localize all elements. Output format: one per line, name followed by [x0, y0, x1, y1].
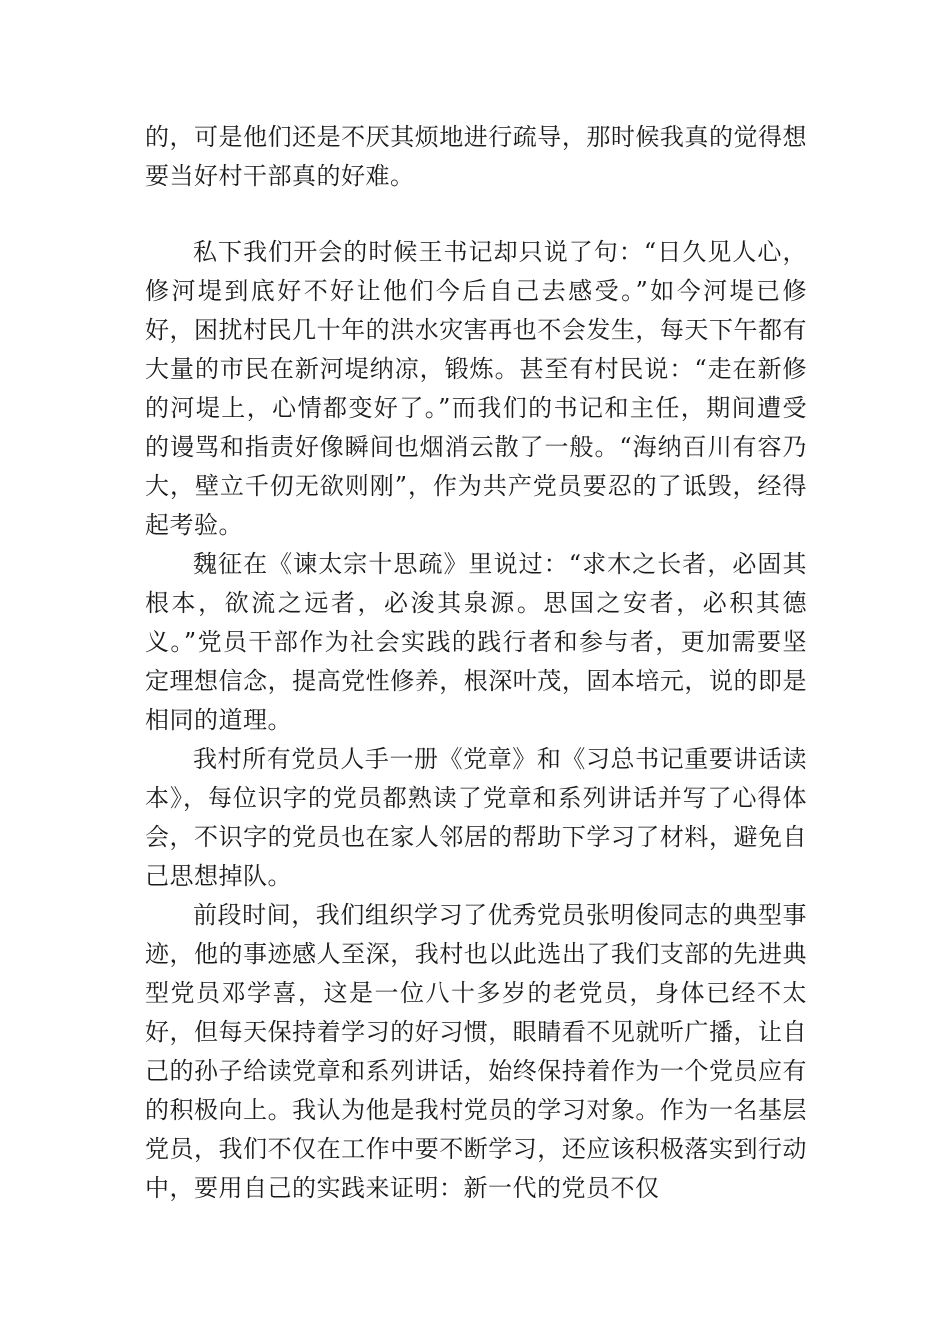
paragraph-2: 私下我们开会的时候王书记却只说了句：“日久见人心，修河堤到底好不好让他们今后自己去感受。”如今河堤已修好，困扰村民几十年的洪水灾害再也不会发生，每天下午都有大量的市民在新河堤纳凉，锻炼。甚至有村民说：“走在新修的河堤上，心情都变好了。”而我们的书记和主任，期间遭受的谩骂和指责好像瞬间也烟消云散了一般。“海纳百川有容乃大，壁立千仞无欲则刚”，作为共产党员要忍的了诋毁，经得起考验。	[145, 238, 807, 539]
paragraph-1: 的，可是他们还是不厌其烦地进行疏导，那时候我真的觉得想要当好村干部真的好难。	[145, 123, 807, 190]
paragraph-3: 魏征在《谏太宗十思疏》里说过：“求木之长者，必固其根本，欲流之远者，必浚其泉源。思国之安者，必积其德义。”党员干部作为社会实践的践行者和参与者，更加需要坚定理想信念，提高党性修养，根深叶茂，固本培元，说的即是相同的道理。	[145, 550, 807, 734]
paragraph-5: 前段时间，我们组织学习了优秀党员张明俊同志的典型事迹，他的事迹感人至深，我村也以此选出了我们支部的先进典型党员邓学喜，这是一位八十多岁的老党员，身体已经不太好，但每天保持着学习的好习惯，眼睛看不见就听广播，让自己的孙子给读党章和系列讲话，始终保持着作为一个党员应有的积极向上。我认为他是我村党员的学习对象。作为一名基层党员，我们不仅在工作中要不断学习，还应该积极落实到行动中，要用自己的实践来证明：新一代的党员不仅	[145, 901, 807, 1202]
paragraph-4: 我村所有党员人手一册《党章》和《习总书记重要讲话读本》，每位识字的党员都熟读了党章和系列讲话并写了心得体会，不识字的党员也在家人邻居的帮助下学习了材料，避免自己思想掉队。	[145, 745, 807, 890]
document-body	[145, 118, 807, 1208]
